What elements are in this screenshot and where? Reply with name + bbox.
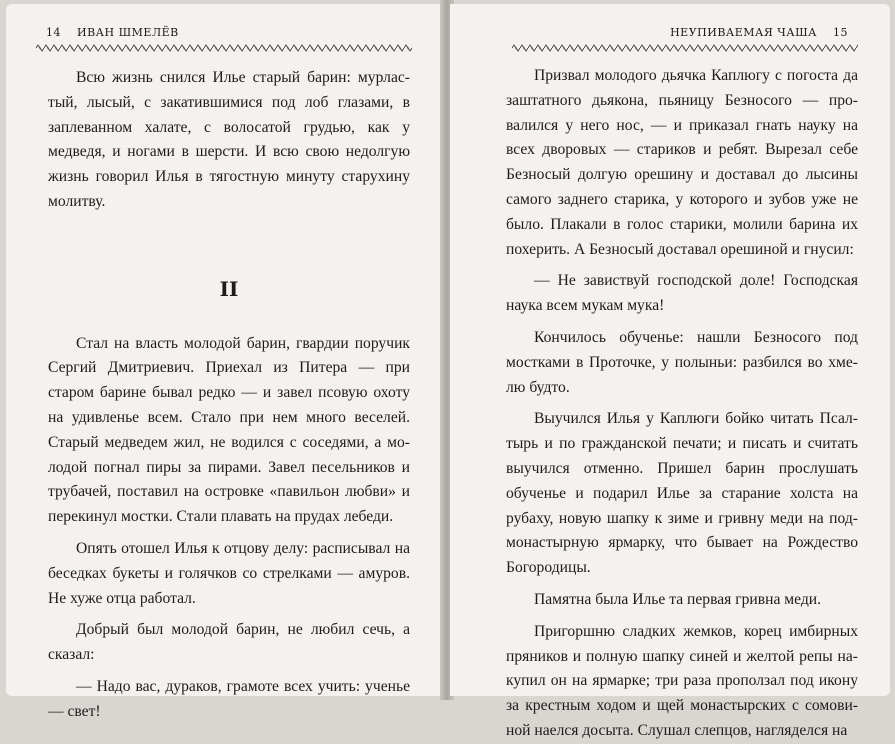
paragraph: — Не завиствуй господской доле! Господская наука всем мукам мука!	[506, 272, 858, 315]
right-page-header	[670, 26, 860, 39]
paragraph: Опять отошел Илья к отцову делу: расписывал на беседках букеты и голячков со стрелками — амуров. Не хуже отца работал.	[48, 539, 410, 607]
paragraph: Памятна была Илье та первая гривна меди.	[534, 590, 822, 608]
paragraph: Всю жизнь снился Илье старый барин: мурластый, лысый, с закатившимися под лоб глазами, в заплеванном халате, с волосатой грудью, как у медведя, и ногами в шерсти. И всю свою недолгую жизнь говорил Илья в тягостную минуту старухину молитву.	[48, 69, 410, 210]
left-page-body	[48, 66, 410, 725]
paragraph: — Надо вас, дураков, грамоте всех учить: ученье — свет!	[48, 677, 410, 720]
right-page-body	[506, 64, 858, 744]
right-running-title: НЕУПИВАЕМАЯ ЧАША	[670, 26, 817, 39]
paragraph: Призвал молодого дьячка Каплюгу с погоста да заштатного дьякона, пьяницу Безносого — провалился у него нос, — и приказал гнать науку на всех дворовых — стариков и ребят. Вырезал себе Безносый долгую орешину и доставал до лысины самого заднего старика, у которого и зубов уже не было. Плакали в голос старики, молили барина их похерить. А Безносый доставал орешиной и гнусил:	[506, 67, 858, 258]
left-running-title: ИВАН ШМЕЛЁВ	[77, 26, 179, 39]
paragraph: Кончилось обученье: нашли Безносого под мостками в Проточке, у полыньи: разбился во хмелю будто.	[506, 328, 858, 396]
header-ornament-line	[36, 44, 412, 52]
left-page-header	[34, 26, 179, 39]
left-page-number: 14	[46, 26, 61, 39]
right-page	[450, 4, 890, 739]
left-page	[6, 4, 446, 720]
chapter-number: II	[219, 276, 239, 301]
paragraph: Пригоршню сладких жемков, корец имбирных пряников и полную шапку синей и желтой репы накупил он на ярмарке; три раза проползал под икону за крестным ходом и щей монастырских с сомовиной наелся досыта. Слушал слепцов, нагляделся на	[506, 622, 858, 739]
paragraph: Выучился Илья у Каплюги бойко читать Псалтырь и по гражданской печати; и писать и считать выучился отменно. Пришел барин прослушать обученье и подарил Илье за старание холста на рубаху, новую шапку к зиме и гривну меди на подмонастырную ярмарку, что бывает на Рождество Богородицы.	[506, 410, 858, 577]
paragraph: Стал на власть молодой барин, гвардии поручик Сергий Дмитриевич. Приехал из Питера — при старом барине бывал редко — и завел псовую охоту на удивленье всем. Стало при нем много веселей. Старый медведем жил, не водился с соседями, а молодой погнал пиры за пирами. Завел песельников и трубачей, поставил на островке «павильон любви» и перекинул мостки. Стали плавать на прудах лебеди.	[48, 334, 410, 526]
paragraph: Добрый был молодой барин, не любил сечь, а сказал:	[48, 621, 410, 664]
right-page-number: 15	[833, 26, 848, 39]
header-ornament-line	[512, 44, 858, 52]
